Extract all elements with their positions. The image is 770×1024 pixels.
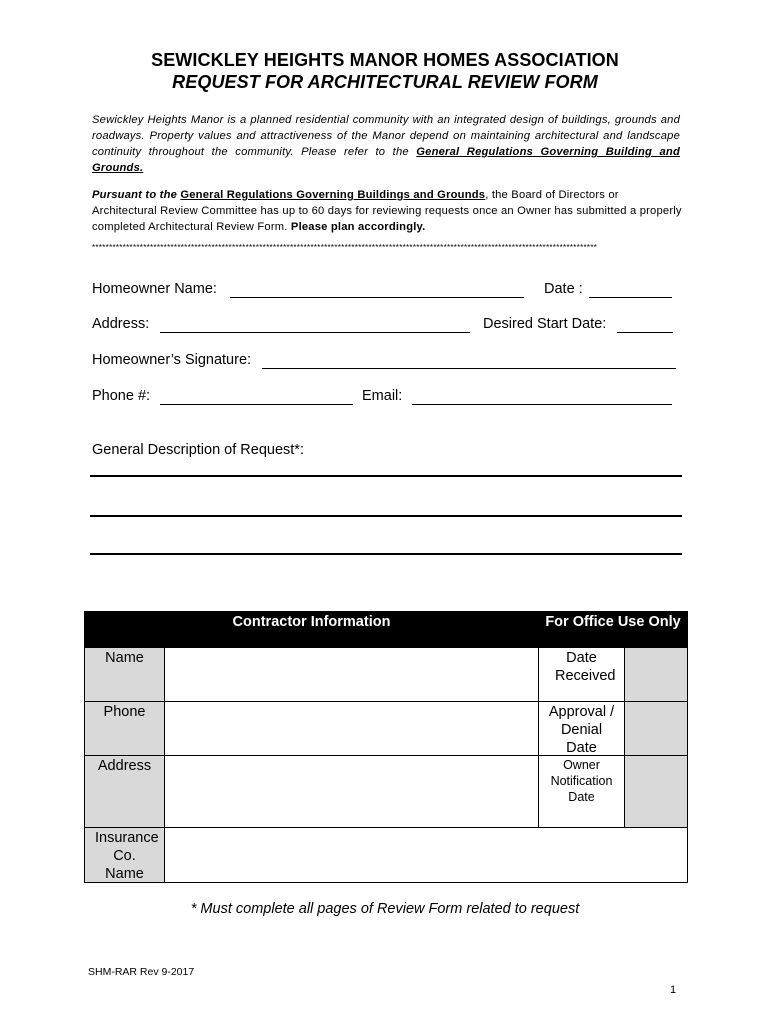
owner-notification-date-label [538,755,625,828]
email-line[interactable] [412,404,672,405]
contractor-address-label [84,755,165,828]
phone-line[interactable] [160,404,353,405]
contractor-info-header-text: Contractor Information [232,614,391,630]
date-label: Date : [544,281,583,297]
date-received-label [538,647,625,702]
signature-line[interactable] [262,368,676,369]
contractor-phone-label [84,701,165,756]
office-use-header-text: For Office Use Only [545,614,681,630]
intro-paragraph [92,112,680,176]
desired-start-date-label: Desired Start Date: [483,316,607,332]
approval-denial-date-field [624,701,688,756]
email-label: Email: [362,388,403,404]
contractor-name-label [84,647,165,702]
plan-accordingly-note: Please plan accordingly. [290,221,426,233]
address-line[interactable] [160,332,470,333]
date-received-field [624,647,688,702]
date-line[interactable] [589,297,672,298]
intro-text: Sewickley Heights Manor is a planned residential community with an integrated design of buildings, grounds and roadways. Property values and attractiveness of the Manor depend on maintaining architectural and landscape continuity throughout the community. Please refer to the [92,114,680,158]
star-divider: **************************************************************************************************************************************************** [92,243,598,252]
homeowner-name-label: Homeowner Name: [92,281,217,297]
contractor-address-label-text: Address [97,758,152,774]
owner-notification-date-label-text: Owner Notification Date [550,758,613,804]
contractor-insurance-field[interactable] [164,827,688,883]
contractor-insurance-label [84,827,165,883]
phone-label: Phone #: [92,388,151,404]
contractor-insurance-label-text: Insurance Co. Name [95,830,159,882]
revision-label: SHM-RAR Rev 9-2017 [88,966,195,978]
pursuant-text: , the Board of Directors or Architectural Review Committee has up to 60 days for reviewing requests once an Owner has submitted a properly completed Architectural Review Form. [92,189,682,233]
form-org-title: SEWICKLEY HEIGHTS MANOR HOMES ASSOCIATION [151,50,619,70]
contractor-name-field[interactable] [164,647,539,702]
contractor-name-label-text: Name [105,650,144,666]
footnote: * Must complete all pages of Review Form related to request [190,901,580,917]
page-number: 1 [670,984,677,996]
contractor-phone-label-text: Phone [103,704,146,720]
owner-notification-date-field [624,755,688,828]
office-use-header [538,611,688,648]
contractor-address-field[interactable] [164,755,539,828]
description-line-3[interactable] [90,553,682,555]
pursuant-regulations-reference: General Regulations Governing Buildings and Grounds [180,189,486,201]
description-line-2[interactable] [90,515,682,517]
approval-denial-date-label [538,701,625,756]
contractor-info-header [84,611,539,648]
description-line-1[interactable] [90,475,682,477]
description-label: General Description of Request*: [92,442,304,458]
address-label: Address: [92,316,150,332]
intro-end: . [140,162,144,174]
approval-denial-date-label-text: Approval / Denial Date [548,704,615,756]
signature-label: Homeowner’s Signature: [92,352,252,368]
date-received-label-text: Date Received [555,650,616,684]
intro-regulations-reference: General Regulations Governing Building and Grounds [92,146,680,174]
form-title: REQUEST FOR ARCHITECTURAL REVIEW FORM [172,72,598,92]
desired-start-date-line[interactable] [617,332,673,333]
review-period-paragraph [92,187,684,235]
pursuant-lead: Pursuant to the [92,189,181,201]
contractor-phone-field[interactable] [164,701,539,756]
homeowner-name-line[interactable] [230,297,524,298]
